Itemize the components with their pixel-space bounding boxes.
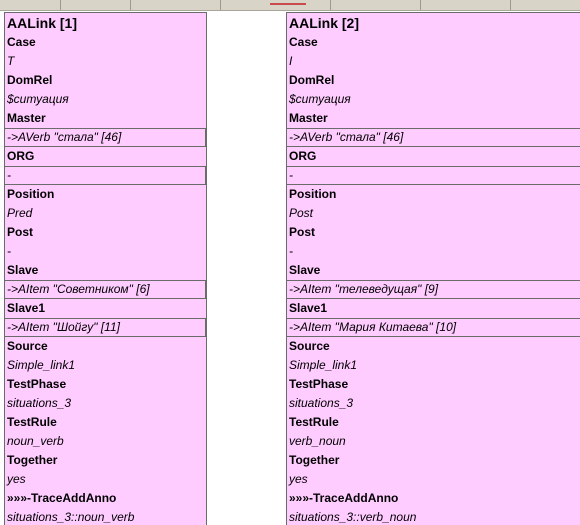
- field-list: [5, 33, 206, 525]
- attribute-value[interactable]: situations_3: [289, 396, 354, 410]
- attribute-value[interactable]: -: [4, 166, 206, 185]
- attribute-row: [287, 71, 580, 109]
- attribute-row: [287, 223, 580, 261]
- strip-tick: [330, 0, 331, 10]
- attribute-name: TestRule: [7, 415, 57, 429]
- attribute-name: »»»-TraceAddAnno: [289, 491, 399, 505]
- attribute-value[interactable]: yes: [289, 472, 308, 486]
- attribute-row: [5, 413, 206, 451]
- attribute-value[interactable]: noun_verb: [7, 434, 64, 448]
- attribute-row: [5, 489, 206, 525]
- attribute-name: Case: [7, 35, 36, 49]
- attribute-name: Together: [289, 453, 340, 467]
- attribute-row: [5, 451, 206, 489]
- attribute-value[interactable]: T: [7, 54, 15, 68]
- annotation-panel-2: [286, 12, 580, 525]
- attribute-name: »»»-TraceAddAnno: [7, 491, 117, 505]
- attribute-name: Slave: [289, 263, 321, 277]
- attribute-row: [5, 223, 206, 261]
- attribute-name: TestPhase: [7, 377, 67, 391]
- attribute-row: [5, 147, 206, 185]
- attribute-name: ORG: [289, 149, 317, 163]
- attribute-row: [287, 147, 580, 185]
- attribute-name: TestPhase: [289, 377, 349, 391]
- attribute-value[interactable]: situations_3: [7, 396, 72, 410]
- attribute-row: [287, 185, 580, 223]
- strip-tick: [60, 0, 61, 10]
- attribute-value[interactable]: situations_3::noun_verb: [7, 510, 135, 524]
- field-list: [287, 33, 580, 525]
- attribute-name: Slave1: [7, 301, 46, 315]
- attribute-value[interactable]: ->AItem "Советником" [6]: [4, 280, 206, 299]
- attribute-row: [5, 71, 206, 109]
- panel-title: AALink [2]: [289, 15, 359, 31]
- attribute-value[interactable]: ->AItem "Мария Китаева" [10]: [286, 318, 580, 337]
- attribute-value[interactable]: I: [289, 54, 293, 68]
- strip-tick: [130, 0, 131, 10]
- attribute-name: Master: [7, 111, 46, 125]
- attribute-value[interactable]: -: [289, 244, 293, 258]
- attribute-row: [5, 33, 206, 71]
- attribute-row: [287, 109, 580, 147]
- attribute-name: Slave: [7, 263, 39, 277]
- attribute-row: [5, 109, 206, 147]
- attribute-row: [287, 299, 580, 337]
- strip-red-marker: [270, 3, 306, 5]
- attribute-row: [287, 375, 580, 413]
- attribute-name: Position: [289, 187, 337, 201]
- attribute-value[interactable]: ->AItem "телеведущая" [9]: [286, 280, 580, 299]
- attribute-name: Case: [289, 35, 318, 49]
- attribute-name: Post: [7, 225, 34, 239]
- attribute-value[interactable]: verb_noun: [289, 434, 346, 448]
- attribute-row: [5, 185, 206, 223]
- attribute-value[interactable]: Pred: [7, 206, 33, 220]
- attribute-name: Post: [289, 225, 316, 239]
- attribute-row: [287, 451, 580, 489]
- attribute-value[interactable]: ->AVerb "стала" [46]: [286, 128, 580, 147]
- attribute-value[interactable]: ->AVerb "стала" [46]: [4, 128, 206, 147]
- attribute-name: Source: [289, 339, 330, 353]
- attribute-name: TestRule: [289, 415, 339, 429]
- attribute-row: [287, 33, 580, 71]
- attribute-name: Source: [7, 339, 48, 353]
- attribute-row: [287, 489, 580, 525]
- panel-title: AALink [1]: [7, 15, 77, 31]
- attribute-row: [5, 337, 206, 375]
- attribute-value[interactable]: Post: [289, 206, 314, 220]
- attribute-name: DomRel: [289, 73, 335, 87]
- attribute-value[interactable]: ->AItem "Шойгу" [11]: [4, 318, 206, 337]
- attribute-value[interactable]: Simple_link1: [289, 358, 358, 372]
- attribute-name: ORG: [7, 149, 35, 163]
- attribute-row: [287, 261, 580, 299]
- attribute-row: [287, 413, 580, 451]
- attribute-name: Position: [7, 187, 55, 201]
- attribute-name: Slave1: [289, 301, 328, 315]
- attribute-name: Master: [289, 111, 328, 125]
- attribute-value[interactable]: $ситуация: [289, 92, 351, 106]
- attribute-value[interactable]: Simple_link1: [7, 358, 76, 372]
- strip-tick: [420, 0, 421, 10]
- attribute-value[interactable]: -: [7, 244, 11, 258]
- attribute-value[interactable]: -: [286, 166, 580, 185]
- attribute-value[interactable]: $ситуация: [7, 92, 69, 106]
- attribute-value[interactable]: situations_3::verb_noun: [289, 510, 417, 524]
- attribute-row: [5, 375, 206, 413]
- strip-tick: [220, 0, 221, 10]
- strip-tick: [510, 0, 511, 10]
- attribute-value[interactable]: yes: [7, 472, 26, 486]
- attribute-row: [5, 299, 206, 337]
- attribute-row: [287, 337, 580, 375]
- top-scroll-strip: [0, 0, 580, 11]
- annotation-panel-1: [4, 12, 207, 525]
- attribute-name: DomRel: [7, 73, 53, 87]
- attribute-row: [5, 261, 206, 299]
- attribute-name: Together: [7, 453, 58, 467]
